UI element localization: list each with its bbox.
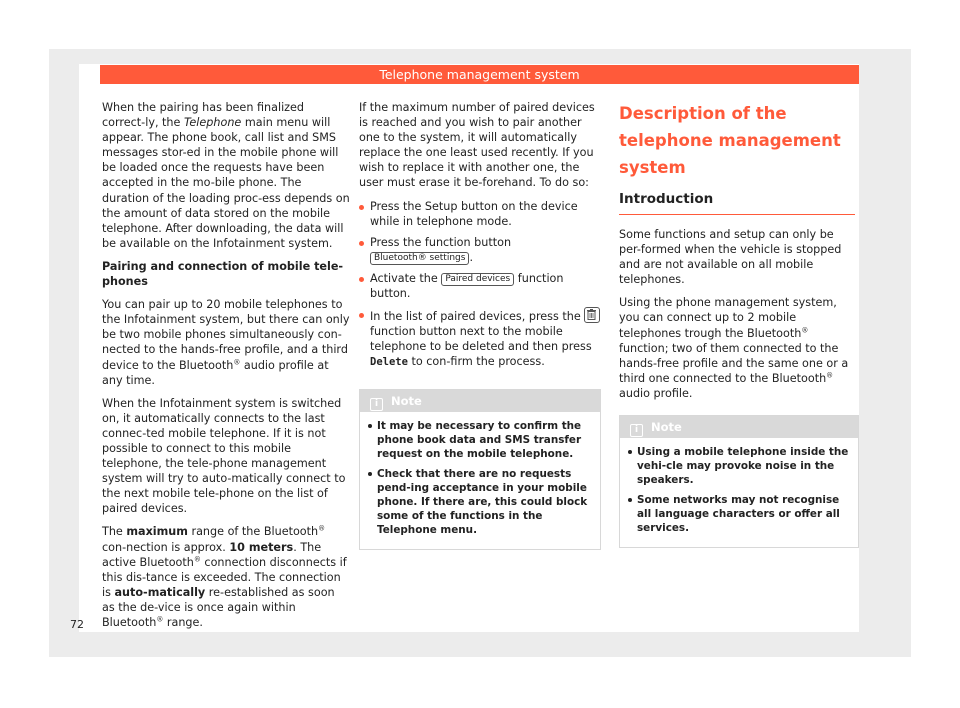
- note-item: Check that there are no requests pend-ing acceptance in your mobile phone. If there are, this could block some of the functions in the Telephone menu.: [368, 467, 592, 537]
- bluetooth-settings-button-label: Bluetooth® settings: [370, 252, 469, 265]
- info-icon: i: [370, 398, 383, 411]
- note-item: Using a mobile telephone inside the vehi-cle may provoke noise in the speakers.: [628, 445, 850, 487]
- list-item-bluetooth-settings: Press the function button Bluetooth® settings .: [359, 235, 601, 265]
- subsection-heading-introduction: Introduction: [619, 189, 855, 215]
- section-heading: Description of the telephone management system: [619, 104, 841, 177]
- column-middle: [359, 100, 601, 550]
- section-header-bar: Telephone management system: [100, 65, 859, 84]
- trash-icon: [584, 307, 600, 323]
- list-item-paired-devices: Activate the Paired devices function button.: [359, 271, 601, 301]
- note-body: [360, 412, 600, 549]
- paragraph-maximum-range: The maximum range of the Bluetooth® con-nection is approx. 10 meters. The active Bluetooth® connection disconnects if this dis-tance is exceeded. The connection is auto-matically re-established as soon as the de-vice is once again within Bluetooth® range.: [102, 524, 347, 629]
- paragraph-connect-two-phones: Using the phone management system, you can connect up to 2 mobile telephones trough the Bluetooth® function; two of them connected to the hands-free profile and the same one or a third one connected to the Bluetooth® audio profile.: [619, 296, 849, 400]
- note-item: Some networks may not recognise all language characters or offer all services.: [628, 493, 850, 535]
- list-item-setup: Press the Setup button on the device while in telephone mode.: [359, 199, 601, 229]
- note-box: [619, 415, 859, 548]
- info-icon: i: [630, 424, 643, 437]
- paired-devices-button-label: Paired devices: [441, 273, 514, 286]
- note-header: i Note: [360, 390, 600, 412]
- column-right: [619, 100, 859, 548]
- paragraph-pair-up-to-20: You can pair up to 20 mobile telephones to the Infotainment system, but there can only be two mobile phones simultaneously con-nected to the hands-free profile, and a third device to the Bluetooth® audio profile at any time.: [102, 298, 350, 387]
- note-body: [620, 438, 858, 547]
- note-box: [359, 389, 601, 550]
- paragraph-pairing-finalized: When the pairing has been finalized correct-ly, the Telephone main menu will appear. The phone book, call list and SMS messages stor-ed in the mobile phone will be loaded once the requests have been accepted in the mo-bile phone. The duration of the loading proc-ess depends on the amount of data stored on the mobile telephone. After downloading, the data will be available on the Infotainment system.: [102, 101, 350, 250]
- paragraph-functions: Some functions and setup can only be per-formed when the vehicle is stopped and are not available on all mobile telephones.: [619, 228, 842, 287]
- page-number: 72: [70, 618, 84, 631]
- subheading-pairing: Pairing and connection of mobile tele-phones: [102, 259, 344, 289]
- column-left: [102, 100, 350, 638]
- paragraph-auto-connect: When the Infotainment system is switched on, it automatically connects to the last connec-ted mobile telephone. If it is not possible to connect to this mobile telephone, the tele-phone management system will try to auto-matically connect to the next mobile tele-phone on the list of paired devices.: [102, 396, 346, 516]
- paragraph-max-devices: If the maximum number of paired devices is reached and you wish to pair another one to the system, it will automatically replace the one least used recently. If you wish to replace it with another one, the user must erase it be-forehand. To do so:: [359, 101, 595, 190]
- list-item-delete-device: In the list of paired devices, press the function button next to the mobile telephone to be deleted and then press Delete to con-firm the process.: [359, 307, 601, 370]
- note-header: i Note: [620, 416, 858, 438]
- note-item: It may be necessary to confirm the phone book data and SMS transfer request on the mobile telephone.: [368, 419, 592, 461]
